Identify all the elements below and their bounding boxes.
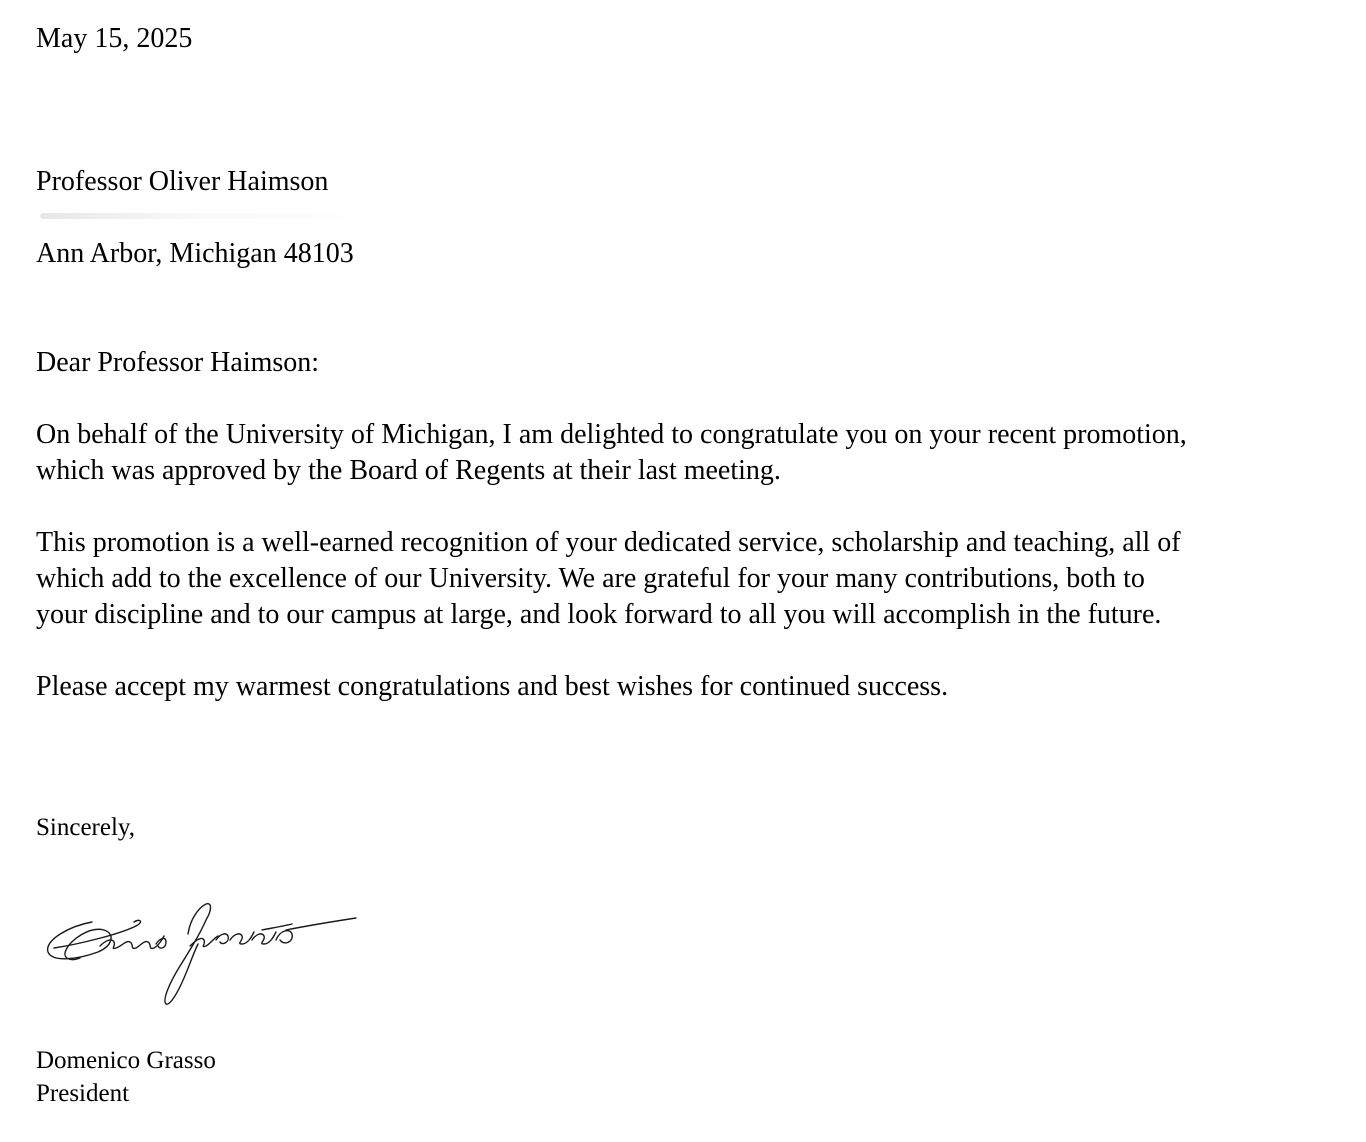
handwritten-signature	[40, 900, 360, 1010]
paragraph-line: Please accept my warmest congratulations and best wishes for continued success.	[36, 671, 949, 702]
letter-date: May 15, 2025	[36, 23, 193, 54]
paragraph-line: your discipline and to our campus at large, and look forward to all you will accomplish in the future.	[36, 599, 1162, 630]
signer-name: Domenico Grasso	[36, 1047, 216, 1074]
recipient-city-line: Ann Arbor, Michigan 48103	[36, 238, 354, 269]
body-paragraph-2	[36, 525, 1346, 633]
body-paragraph-3	[36, 669, 1346, 705]
paragraph-line: This promotion is a well-earned recognition of your dedicated service, scholarship and teaching, all of	[36, 527, 1181, 558]
paragraph-line: which was approved by the Board of Regents at their last meeting.	[36, 455, 781, 486]
signer-title: President	[36, 1080, 130, 1107]
redacted-address-line	[40, 213, 368, 219]
salutation: Dear Professor Haimson:	[36, 347, 320, 378]
paragraph-line: On behalf of the University of Michigan, I am delighted to congratulate you on your recent promotion,	[36, 419, 1187, 450]
paragraph-line: which add to the excellence of our University. We are grateful for your many contributions, both to	[36, 563, 1145, 594]
recipient-name: Professor Oliver Haimson	[36, 166, 329, 197]
body-paragraph-1	[36, 417, 1346, 489]
closing: Sincerely,	[36, 814, 136, 841]
